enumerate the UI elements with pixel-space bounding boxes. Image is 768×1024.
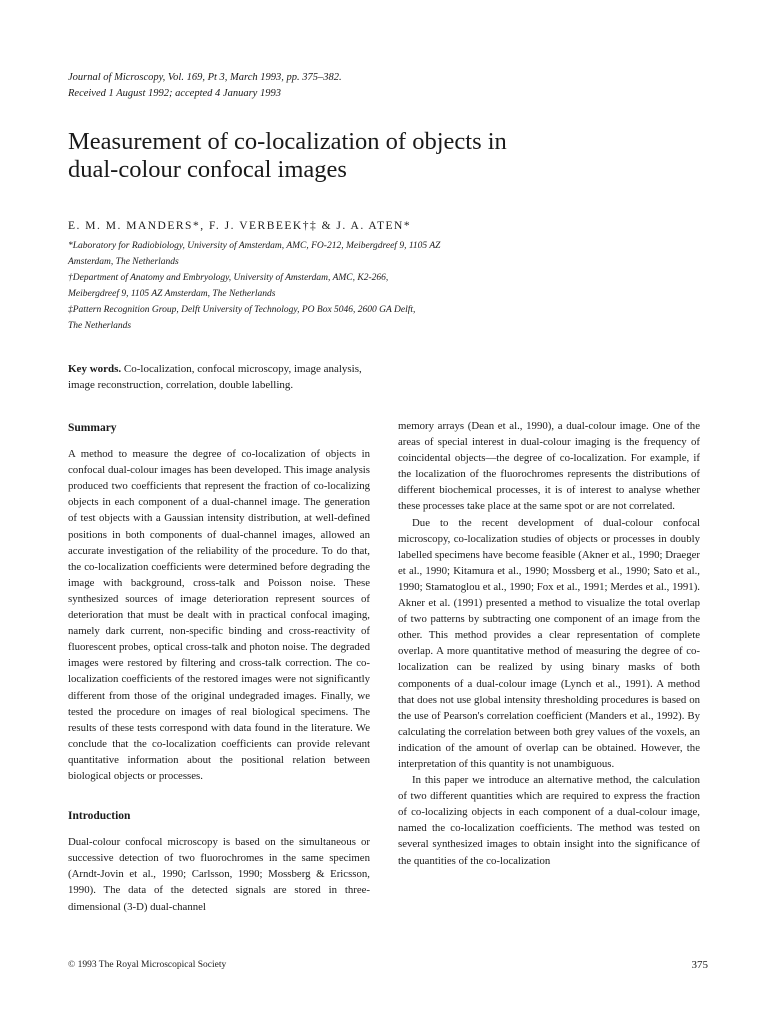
keywords-block [68, 361, 708, 393]
title-line-1: Measurement of co-localization of objects in [68, 128, 507, 155]
introduction-paragraph: Dual-colour confocal microscopy is based on the simultaneous or successive detection of two fluorochromes in the same specimen (Arndt-Jovin et al., 1990; Carlsson, 1990; Mossberg & Ericsson, 1990). The data of the detected signals are stored in three-dimensional (3-D) dual-channel [68, 836, 370, 913]
received-dates: Received 1 August 1992; accepted 4 January 1993 [68, 88, 281, 99]
affiliation-line: Amsterdam, The Netherlands [68, 257, 179, 267]
affiliation-line: The Netherlands [68, 321, 132, 331]
keywords-label: Key words. [68, 363, 122, 375]
title-line-2: dual-colour confocal images [68, 156, 347, 183]
body-paragraph-3: In this paper we introduce an alternative method, the calculation of two different quantities which are required to express the fraction of co-localizing objects in each component of a dual-colour image, named the co-localization coefficients. The method was tested on several synthesized images to obtain insight into the significance of the quantities of the co-localization [398, 774, 700, 867]
author-list: E. M. M. MANDERS*, F. J. VERBEEK†‡ & J. A. ATEN* [68, 220, 412, 232]
section-spacer [68, 784, 370, 808]
paper-title [68, 128, 708, 184]
body-paragraph-2: Due to the recent development of dual-colour confocal microscopy, co-localization studies of objects or processes in doubly labelled specimens have become feasible (Akner et al., 1990; Draeger et al., 1990; Kitamura et al., 1990; Mossberg et al., 1990; Sato et al., 1990; Stamatoglou et al., 1990; Fox et al., 1991; Merdes et al., 1991). Akner et al. (1991) presented a method to visualize the total overlap of two patterns by subtracting one component of an image from the other. This method provides a clear representation of complete overlap. A more quantitative method of measuring the degree of co-localization can be realized by using binary masks of both components of a dual-colour image (Lynch et al., 1991). A method that does not use global intensity thresholding procedures is based on the use of Pearson's correlation coefficient (Manders et al., 1992). By calculating the correlation between both grey values of the voxels, an indication of the amount of overlap can be obtained. However, the interpretation of this quantity is not unambiguous. [398, 516, 700, 770]
copyright-notice: © 1993 The Royal Microscopical Society [68, 960, 227, 970]
summary-paragraph: A method to measure the degree of co-localization of objects in confocal dual-colour images has been developed. This image analysis produced two coefficients that represent the fraction of co-localizing objects in each component of a dual-channel image. The generation of test objects with a Gaussian intensity distribution, at well-defined positions in both components of dual-channel images, allowed an accurate investigation of the reliability of the procedure. To do that, the co-localization coefficients were determined before degrading the image with background, cross-talk and Poisson noise. These synthesized sources of image deterioration represent sources of deterioration that must be dealt with in practical confocal imaging, namely dark current, non-specific binding and cross-reactivity of fluorescent probes, optical cross-talk and photon noise. The degraded images were restored by filtering and cross-talk correction. The co-localization coefficients of the restored images were not significantly different from those of the original undegraded images. Finally, we tested the procedure on images of real biological specimens. The results of these tests correspond with data found in the literature. We conclude that the co-localization coefficients can provide relevant quantitative information about the positional relation between biological objects or processes. [68, 448, 370, 782]
keywords-text-1: Co-localization, confocal microscopy, image analysis, [121, 363, 362, 375]
affiliations [68, 238, 708, 334]
keywords-text-2: image reconstruction, correlation, double labelling. [68, 379, 294, 391]
left-column [68, 420, 370, 915]
affiliation-line: ‡Pattern Recognition Group, Delft University of Technology, PO Box 5046, 2600 GA Delft, [68, 305, 416, 315]
introduction-heading: Introduction [68, 810, 131, 823]
summary-heading: Summary [68, 422, 117, 434]
affiliation-line: *Laboratory for Radiobiology, University of Amsterdam, AMC, FO-212, Meibergdreef 9, 1105 AZ [68, 241, 441, 251]
journal-reference [68, 70, 628, 102]
right-column [398, 418, 700, 869]
keywords-line-1 [68, 361, 708, 377]
journal-citation: Journal of Microscopy, Vol. 169, Pt 3, March 1993, pp. 375–382. [68, 72, 342, 83]
page-number: 375 [691, 959, 708, 971]
body-paragraph-1: memory arrays (Dean et al., 1990), a dual-colour image. One of the areas of special interest in dual-colour imaging is the frequency of coincidental objects—the degree of co-localization. For example, if the localization of the fluorochromes represents the distributions of different biochemical processes, it is of interest to analyse whether these processes take place at the same spot or are not correlated. [398, 420, 700, 513]
affiliation-line: Meibergdreef 9, 1105 AZ Amsterdam, The Netherlands [68, 289, 276, 299]
affiliation-line: †Department of Anatomy and Embryology, University of Amsterdam, AMC, K2-266, [68, 273, 389, 283]
